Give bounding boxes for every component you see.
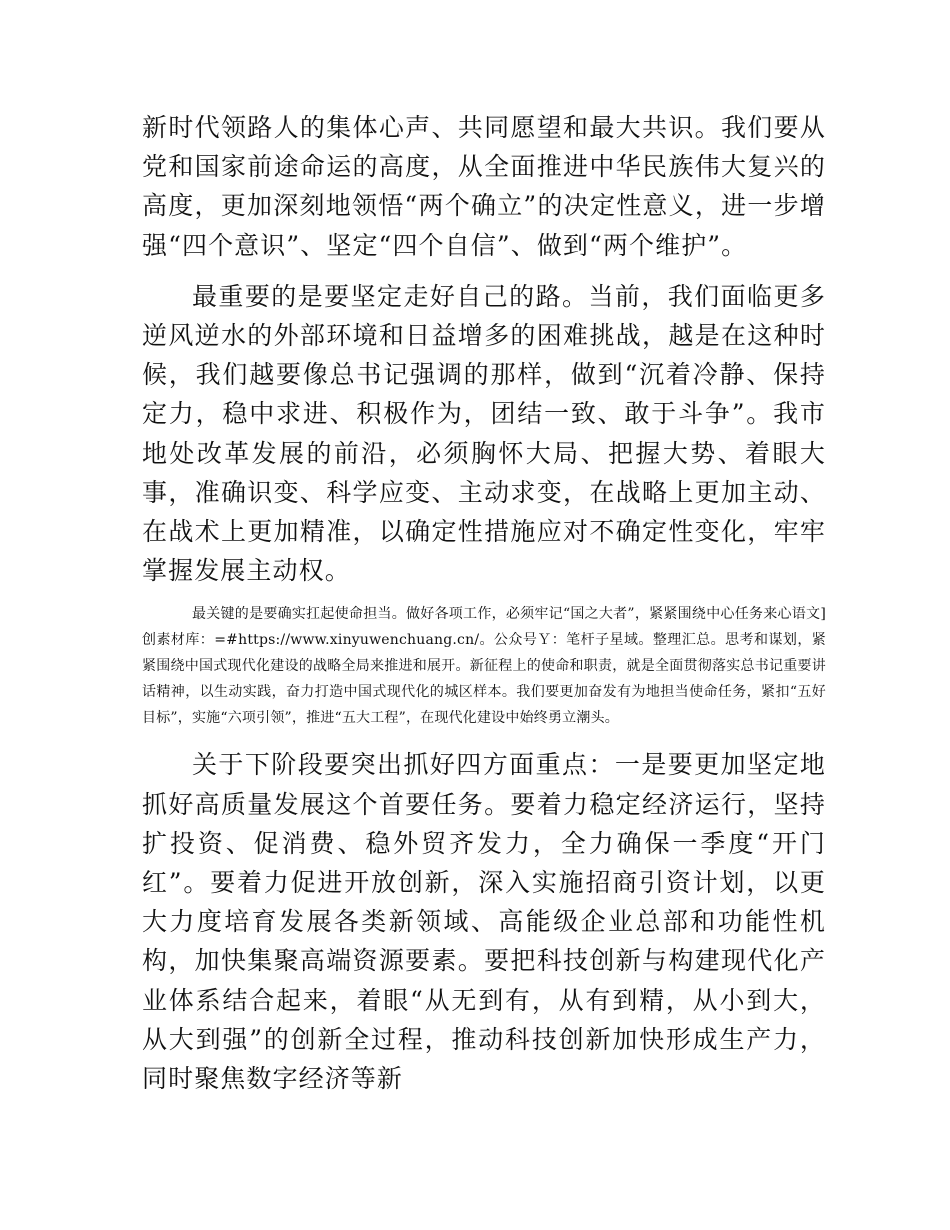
paragraph-four-priorities: 关于下阶段要突出抓好四方面重点：一是要更加坚定地抓好高质量发展这个首要任务。要着力稳定经济运行，坚持扩投资、促消费、稳外贸齐发力，全力确保一季度“开门红”。要着力促进开放创新，深入实施招商引资计划，以更大力度培育发展各类新领域、高能级企业总部和功能性机构，加快集聚高端资源要素。要把科技创新与构建现代化产业体系结合起来，着眼“从无到有，从有到精，从小到大，从大到强”的创新全过程，推动科技创新加快形成生产力，同时聚焦数字经济等新 — [142, 750, 826, 1094]
paragraph-leadership-consensus: 新时代领路人的集体心声、共同愿望和最大共识。我们要从党和国家前途命运的高度，从全面推进中华民族伟大复兴的高度，更加深刻地领悟“两个确立”的决定性意义，进一步增强“四个意识”、坚定“四个自信”、做到“两个维护”。 — [142, 113, 826, 260]
paragraph-mission-responsibility: 最关键的是要确实扛起使命担当。做好各项工作，必须牢记“国之大者”，紧紧围绕中心任务来心语文]创素材库：=#https://www.xinyuwenchuang.cn/。公众号Ｙ：笔杆子星域。整理汇总。思考和谋划，紧紧围绕中国式现代化建设的战略全局来推进和展开。新征程上的使命和职责，就是全面贯彻落实总书记重要讲话精神，以生动实践，奋力打造中国式现代化的城区样本。我们要更加奋发有为地担当使命任务，紧扣“五好目标”，实施“六项引领”，推进“五大工程”，在现代化建设中始终勇立潮头。 — [142, 606, 826, 726]
paragraph-own-path: 最重要的是要坚定走好自己的路。当前，我们面临更多逆风逆水的外部环境和日益增多的困难挑战，越是在这种时候，我们越要像总书记强调的那样，做到“沉着冷静、保持定力，稳中求进、积极作为，团结一致、敢于斗争”。我市地处改革发展的前沿，必须胸怀大局、把握大势、着眼大事，准确识变、科学应变、主动求变，在战略上更加主动、在战术上更加精准，以确定性措施应对不确定性变化，牢牢掌握发展主动权。 — [142, 281, 826, 586]
document-page — [142, 108, 826, 1098]
